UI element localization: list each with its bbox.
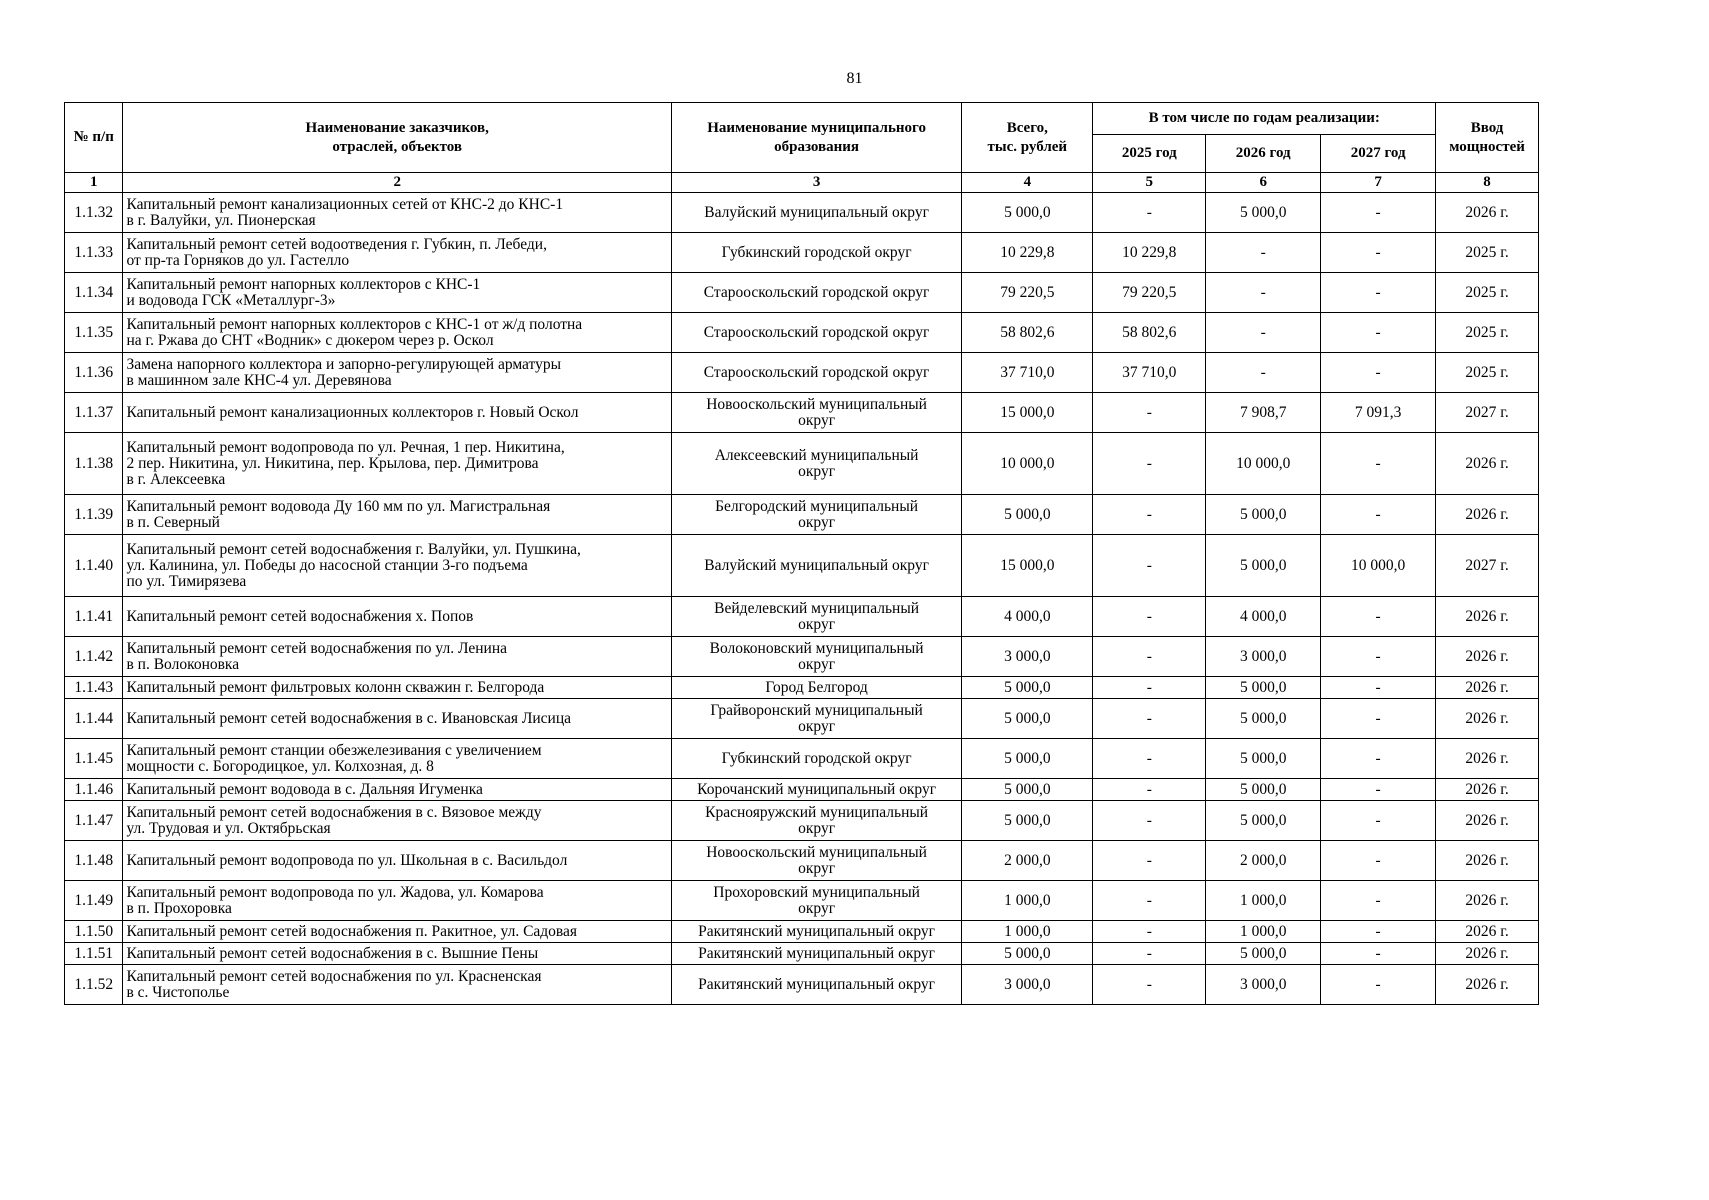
municipality-line: Грайворонский муниципальный bbox=[710, 701, 923, 719]
header-total: Всего, тыс. рублей bbox=[962, 103, 1093, 173]
value-2026: 5 000,0 bbox=[1206, 535, 1321, 597]
municipality-line: Новооскольский муниципальный bbox=[706, 395, 927, 413]
object-name bbox=[123, 495, 671, 535]
value-2027: - bbox=[1321, 881, 1436, 921]
table-row bbox=[65, 699, 1539, 739]
total-value: 15 000,0 bbox=[962, 393, 1093, 433]
table-row bbox=[65, 801, 1539, 841]
value-2026: 5 000,0 bbox=[1206, 677, 1321, 699]
object-name-line: в п. Прохоровка bbox=[126, 899, 232, 917]
column-number: 7 bbox=[1321, 173, 1436, 193]
header-name: Наименование заказчиков, отраслей, объектов bbox=[123, 103, 671, 173]
value-2027: - bbox=[1321, 739, 1436, 779]
object-name bbox=[123, 677, 671, 699]
municipality-line: Ракитянский муниципальный округ bbox=[698, 975, 936, 993]
power-commissioning: 2026 г. bbox=[1436, 881, 1539, 921]
value-2026: 5 000,0 bbox=[1206, 801, 1321, 841]
row-number: 1.1.39 bbox=[65, 495, 123, 535]
table-row bbox=[65, 353, 1539, 393]
row-number: 1.1.37 bbox=[65, 393, 123, 433]
object-name bbox=[123, 881, 671, 921]
total-value: 5 000,0 bbox=[962, 699, 1093, 739]
object-name bbox=[123, 699, 671, 739]
value-2027: - bbox=[1321, 779, 1436, 801]
value-2027: - bbox=[1321, 353, 1436, 393]
object-name-line: Капитальный ремонт сетей водоснабжения г. Валуйки, ул. Пушкина, bbox=[126, 540, 581, 558]
header-years-group: В том числе по годам реализации: bbox=[1093, 103, 1436, 135]
row-number: 1.1.33 bbox=[65, 233, 123, 273]
value-2025: - bbox=[1093, 535, 1206, 597]
power-commissioning: 2025 г. bbox=[1436, 353, 1539, 393]
total-value: 3 000,0 bbox=[962, 965, 1093, 1005]
investment-table bbox=[64, 102, 1539, 1005]
object-name-line: Капитальный ремонт сетей водоснабжения п. Ракитное, ул. Садовая bbox=[126, 922, 578, 940]
table-row bbox=[65, 965, 1539, 1005]
municipality-line: Краснояружский муниципальный bbox=[705, 803, 929, 821]
value-2025: - bbox=[1093, 393, 1206, 433]
value-2026: 2 000,0 bbox=[1206, 841, 1321, 881]
table-row bbox=[65, 841, 1539, 881]
value-2026: 3 000,0 bbox=[1206, 637, 1321, 677]
value-2027: - bbox=[1321, 699, 1436, 739]
value-2026: 10 000,0 bbox=[1206, 433, 1321, 495]
municipality bbox=[671, 273, 961, 313]
object-name-line: в п. Волоконовка bbox=[126, 655, 240, 673]
municipality-line: округ bbox=[798, 655, 836, 673]
table-row bbox=[65, 881, 1539, 921]
value-2026: 4 000,0 bbox=[1206, 597, 1321, 637]
municipality bbox=[671, 193, 961, 233]
total-value: 58 802,6 bbox=[962, 313, 1093, 353]
object-name bbox=[123, 921, 671, 943]
table-row bbox=[65, 233, 1539, 273]
value-2025: 10 229,8 bbox=[1093, 233, 1206, 273]
value-2025: - bbox=[1093, 965, 1206, 1005]
municipality-line: Корочанский муниципальный округ bbox=[697, 780, 937, 798]
municipality bbox=[671, 353, 961, 393]
total-value: 10 000,0 bbox=[962, 433, 1093, 495]
total-value: 15 000,0 bbox=[962, 535, 1093, 597]
municipality-line: округ bbox=[798, 411, 836, 429]
object-name bbox=[123, 433, 671, 495]
municipality bbox=[671, 881, 961, 921]
value-2027: - bbox=[1321, 313, 1436, 353]
municipality bbox=[671, 841, 961, 881]
value-2027: - bbox=[1321, 193, 1436, 233]
object-name bbox=[123, 943, 671, 965]
municipality bbox=[671, 597, 961, 637]
object-name-line: по ул. Тимирязева bbox=[126, 572, 247, 590]
header-year-2025: 2025 год bbox=[1093, 135, 1206, 173]
total-value: 5 000,0 bbox=[962, 801, 1093, 841]
municipality bbox=[671, 637, 961, 677]
object-name-line: Капитальный ремонт канализационных коллекторов г. Новый Оскол bbox=[126, 403, 579, 421]
row-number: 1.1.50 bbox=[65, 921, 123, 943]
column-number-row bbox=[65, 173, 1539, 193]
table-row bbox=[65, 677, 1539, 699]
row-number: 1.1.47 bbox=[65, 801, 123, 841]
row-number: 1.1.43 bbox=[65, 677, 123, 699]
row-number: 1.1.49 bbox=[65, 881, 123, 921]
table-row bbox=[65, 779, 1539, 801]
object-name bbox=[123, 739, 671, 779]
value-2026: 1 000,0 bbox=[1206, 921, 1321, 943]
object-name bbox=[123, 233, 671, 273]
value-2025: - bbox=[1093, 433, 1206, 495]
value-2026: 5 000,0 bbox=[1206, 699, 1321, 739]
value-2027: - bbox=[1321, 943, 1436, 965]
value-2026: - bbox=[1206, 233, 1321, 273]
table-row bbox=[65, 739, 1539, 779]
value-2027: - bbox=[1321, 433, 1436, 495]
value-2025: - bbox=[1093, 943, 1206, 965]
table-row bbox=[65, 433, 1539, 495]
value-2027: 7 091,3 bbox=[1321, 393, 1436, 433]
total-value: 37 710,0 bbox=[962, 353, 1093, 393]
value-2027: - bbox=[1321, 597, 1436, 637]
municipality-line: Вейделевский муниципальный bbox=[714, 599, 920, 617]
value-2027: - bbox=[1321, 921, 1436, 943]
municipality-line: Белгородский муниципальный bbox=[715, 497, 919, 515]
value-2025: - bbox=[1093, 597, 1206, 637]
value-2026: 5 000,0 bbox=[1206, 495, 1321, 535]
municipality-line: Старооскольский городской округ bbox=[703, 323, 930, 341]
table-row bbox=[65, 495, 1539, 535]
power-commissioning: 2026 г. bbox=[1436, 193, 1539, 233]
municipality-line: Ракитянский муниципальный округ bbox=[698, 922, 936, 940]
power-commissioning: 2027 г. bbox=[1436, 393, 1539, 433]
value-2025: 79 220,5 bbox=[1093, 273, 1206, 313]
column-number: 1 bbox=[65, 173, 123, 193]
power-commissioning: 2026 г. bbox=[1436, 699, 1539, 739]
municipality-line: округ bbox=[798, 819, 836, 837]
object-name-line: Капитальный ремонт водовода Ду 160 мм по ул. Магистральная bbox=[126, 497, 551, 515]
object-name-line: Капитальный ремонт водопровода по ул. Жадова, ул. Комарова bbox=[126, 883, 544, 901]
header-municipality: Наименование муниципального образования bbox=[671, 103, 961, 173]
municipality-line: Ракитянский муниципальный округ bbox=[698, 944, 936, 962]
value-2026: 5 000,0 bbox=[1206, 739, 1321, 779]
object-name-line: на г. Ржава до СНТ «Водник» с дюкером через р. Оскол bbox=[126, 331, 494, 349]
row-number: 1.1.51 bbox=[65, 943, 123, 965]
row-number: 1.1.38 bbox=[65, 433, 123, 495]
object-name-line: Замена напорного коллектора и запорно-регулирующей арматуры bbox=[126, 355, 562, 373]
municipality bbox=[671, 779, 961, 801]
municipality bbox=[671, 393, 961, 433]
row-number: 1.1.46 bbox=[65, 779, 123, 801]
value-2027: - bbox=[1321, 841, 1436, 881]
row-number: 1.1.42 bbox=[65, 637, 123, 677]
power-commissioning: 2026 г. bbox=[1436, 637, 1539, 677]
value-2027: 10 000,0 bbox=[1321, 535, 1436, 597]
power-commissioning: 2026 г. bbox=[1436, 841, 1539, 881]
power-commissioning: 2027 г. bbox=[1436, 535, 1539, 597]
total-value: 5 000,0 bbox=[962, 495, 1093, 535]
table-row bbox=[65, 535, 1539, 597]
value-2026: 5 000,0 bbox=[1206, 943, 1321, 965]
header-year-2026: 2026 год bbox=[1206, 135, 1321, 173]
value-2025: - bbox=[1093, 495, 1206, 535]
object-name bbox=[123, 841, 671, 881]
municipality bbox=[671, 699, 961, 739]
municipality-line: Алексеевский муниципальный bbox=[714, 446, 919, 464]
row-number: 1.1.35 bbox=[65, 313, 123, 353]
total-value: 4 000,0 bbox=[962, 597, 1093, 637]
municipality bbox=[671, 921, 961, 943]
column-number: 4 bbox=[962, 173, 1093, 193]
value-2026: 7 908,7 bbox=[1206, 393, 1321, 433]
object-name bbox=[123, 779, 671, 801]
object-name-line: Капитальный ремонт напорных коллекторов с КНС-1 bbox=[126, 275, 481, 293]
municipality-line: Старооскольский городской округ bbox=[703, 363, 930, 381]
row-number: 1.1.36 bbox=[65, 353, 123, 393]
header-power: Ввод мощностей bbox=[1436, 103, 1539, 173]
value-2026: 1 000,0 bbox=[1206, 881, 1321, 921]
object-name-line: Капитальный ремонт сетей водоснабжения по ул. Ленина bbox=[126, 639, 508, 657]
municipality-line: округ bbox=[798, 717, 836, 735]
object-name bbox=[123, 637, 671, 677]
object-name-line: 2 пер. Никитина, ул. Никитина, пер. Крылова, пер. Димитрова bbox=[126, 454, 539, 472]
value-2025: - bbox=[1093, 739, 1206, 779]
object-name bbox=[123, 353, 671, 393]
object-name bbox=[123, 393, 671, 433]
municipality bbox=[671, 495, 961, 535]
power-commissioning: 2025 г. bbox=[1436, 233, 1539, 273]
header-num: № п/п bbox=[65, 103, 123, 173]
table-row bbox=[65, 313, 1539, 353]
value-2027: - bbox=[1321, 273, 1436, 313]
object-name-line: Капитальный ремонт станции обезжелезивания с увеличением bbox=[126, 741, 542, 759]
power-commissioning: 2025 г. bbox=[1436, 313, 1539, 353]
municipality-line: Валуйский муниципальный округ bbox=[704, 203, 929, 221]
value-2025: - bbox=[1093, 881, 1206, 921]
row-number: 1.1.34 bbox=[65, 273, 123, 313]
object-name-line: Капитальный ремонт водопровода по ул. Школьная в с. Васильдол bbox=[126, 851, 568, 869]
row-number: 1.1.40 bbox=[65, 535, 123, 597]
value-2025: - bbox=[1093, 921, 1206, 943]
object-name-line: мощности с. Богородицкое, ул. Колхозная, д. 8 bbox=[126, 757, 434, 775]
object-name-line: в машинном зале КНС-4 ул. Деревянова bbox=[126, 371, 392, 389]
table-row bbox=[65, 597, 1539, 637]
total-value: 5 000,0 bbox=[962, 739, 1093, 779]
value-2025: - bbox=[1093, 699, 1206, 739]
object-name-line: ул. Калинина, ул. Победы до насосной станции 3-го подъема bbox=[126, 556, 528, 574]
value-2026: 3 000,0 bbox=[1206, 965, 1321, 1005]
column-number: 6 bbox=[1206, 173, 1321, 193]
page-number: 81 bbox=[846, 70, 863, 87]
object-name-line: Капитальный ремонт сетей водоснабжения в с. Ивановская Лисица bbox=[126, 709, 572, 727]
power-commissioning: 2026 г. bbox=[1436, 943, 1539, 965]
value-2027: - bbox=[1321, 233, 1436, 273]
total-value: 5 000,0 bbox=[962, 779, 1093, 801]
table-header bbox=[65, 103, 1539, 193]
object-name-line: Капитальный ремонт канализационных сетей от КНС-2 до КНС-1 bbox=[126, 195, 564, 213]
value-2025: - bbox=[1093, 801, 1206, 841]
value-2025: - bbox=[1093, 193, 1206, 233]
power-commissioning: 2026 г. bbox=[1436, 433, 1539, 495]
municipality-line: Новооскольский муниципальный bbox=[706, 843, 927, 861]
value-2025: - bbox=[1093, 637, 1206, 677]
total-value: 79 220,5 bbox=[962, 273, 1093, 313]
total-value: 5 000,0 bbox=[962, 677, 1093, 699]
row-number: 1.1.52 bbox=[65, 965, 123, 1005]
object-name-line: ул. Трудовая и ул. Октябрьская bbox=[126, 819, 331, 837]
object-name-line: Капитальный ремонт сетей водоснабжения х. Попов bbox=[126, 607, 474, 625]
municipality-line: округ bbox=[798, 859, 836, 877]
object-name-line: в п. Северный bbox=[126, 513, 220, 531]
header-year-2027: 2027 год bbox=[1321, 135, 1436, 173]
municipality-line: округ bbox=[798, 513, 836, 531]
object-name-line: в г. Валуйки, ул. Пионерская bbox=[126, 211, 316, 229]
power-commissioning: 2026 г. bbox=[1436, 739, 1539, 779]
power-commissioning: 2026 г. bbox=[1436, 965, 1539, 1005]
table-row bbox=[65, 393, 1539, 433]
municipality-line: Прохоровский муниципальный bbox=[713, 883, 920, 901]
total-value: 5 000,0 bbox=[962, 193, 1093, 233]
object-name-line: в с. Чистополье bbox=[126, 983, 230, 1001]
object-name-line: Капитальный ремонт сетей водоснабжения по ул. Красненская bbox=[126, 967, 542, 985]
value-2025: - bbox=[1093, 779, 1206, 801]
power-commissioning: 2026 г. bbox=[1436, 779, 1539, 801]
value-2025: - bbox=[1093, 677, 1206, 699]
value-2025: 37 710,0 bbox=[1093, 353, 1206, 393]
row-number: 1.1.45 bbox=[65, 739, 123, 779]
power-commissioning: 2026 г. bbox=[1436, 921, 1539, 943]
value-2026: 5 000,0 bbox=[1206, 779, 1321, 801]
municipality-line: округ bbox=[798, 615, 836, 633]
power-commissioning: 2026 г. bbox=[1436, 597, 1539, 637]
municipality-line: Губкинский городской округ bbox=[721, 243, 912, 261]
power-commissioning: 2026 г. bbox=[1436, 677, 1539, 699]
column-number: 2 bbox=[123, 173, 671, 193]
object-name-line: Капитальный ремонт водовода в с. Дальняя Игуменка bbox=[126, 780, 483, 798]
object-name-line: Капитальный ремонт сетей водоснабжения в с. Вышние Пены bbox=[126, 944, 539, 962]
municipality bbox=[671, 233, 961, 273]
object-name bbox=[123, 965, 671, 1005]
total-value: 2 000,0 bbox=[962, 841, 1093, 881]
object-name-line: Капитальный ремонт фильтровых колонн скважин г. Белгорода bbox=[126, 678, 545, 696]
object-name-line: в г. Алексеевка bbox=[126, 470, 226, 488]
power-commissioning: 2025 г. bbox=[1436, 273, 1539, 313]
object-name-line: и водовода ГСК «Металлург-3» bbox=[126, 291, 336, 309]
object-name bbox=[123, 801, 671, 841]
total-value: 1 000,0 bbox=[962, 881, 1093, 921]
municipality-line: округ bbox=[798, 899, 836, 917]
value-2027: - bbox=[1321, 801, 1436, 841]
municipality bbox=[671, 739, 961, 779]
value-2027: - bbox=[1321, 965, 1436, 1005]
value-2025: - bbox=[1093, 841, 1206, 881]
power-commissioning: 2026 г. bbox=[1436, 801, 1539, 841]
object-name bbox=[123, 193, 671, 233]
value-2026: - bbox=[1206, 273, 1321, 313]
municipality bbox=[671, 433, 961, 495]
municipality-line: Губкинский городской округ bbox=[721, 749, 912, 767]
table-row bbox=[65, 637, 1539, 677]
object-name bbox=[123, 273, 671, 313]
total-value: 10 229,8 bbox=[962, 233, 1093, 273]
table-row bbox=[65, 273, 1539, 313]
object-name-line: Капитальный ремонт напорных коллекторов с КНС-1 от ж/д полотна bbox=[126, 315, 583, 333]
object-name bbox=[123, 597, 671, 637]
table-row bbox=[65, 193, 1539, 233]
total-value: 5 000,0 bbox=[962, 943, 1093, 965]
column-number: 8 bbox=[1436, 173, 1539, 193]
municipality-line: Валуйский муниципальный округ bbox=[704, 556, 929, 574]
column-number: 5 bbox=[1093, 173, 1206, 193]
object-name-line: Капитальный ремонт сетей водоснабжения в с. Вязовое между bbox=[126, 803, 542, 821]
table-row bbox=[65, 943, 1539, 965]
municipality bbox=[671, 535, 961, 597]
value-2026: - bbox=[1206, 313, 1321, 353]
total-value: 3 000,0 bbox=[962, 637, 1093, 677]
municipality bbox=[671, 943, 961, 965]
object-name bbox=[123, 313, 671, 353]
value-2027: - bbox=[1321, 677, 1436, 699]
object-name bbox=[123, 535, 671, 597]
object-name-line: Капитальный ремонт сетей водоотведения г. Губкин, п. Лебеди, bbox=[126, 235, 547, 253]
row-number: 1.1.32 bbox=[65, 193, 123, 233]
total-value: 1 000,0 bbox=[962, 921, 1093, 943]
municipality bbox=[671, 313, 961, 353]
row-number: 1.1.48 bbox=[65, 841, 123, 881]
municipality bbox=[671, 677, 961, 699]
column-number: 3 bbox=[671, 173, 961, 193]
municipality-line: Волоконовский муниципальный bbox=[709, 639, 924, 657]
row-number: 1.1.44 bbox=[65, 699, 123, 739]
value-2025: 58 802,6 bbox=[1093, 313, 1206, 353]
municipality bbox=[671, 965, 961, 1005]
table-body bbox=[65, 193, 1539, 1005]
value-2027: - bbox=[1321, 495, 1436, 535]
municipality-line: Город Белгород bbox=[765, 678, 868, 696]
object-name-line: Капитальный ремонт водопровода по ул. Речная, 1 пер. Никитина, bbox=[126, 438, 565, 456]
power-commissioning: 2026 г. bbox=[1436, 495, 1539, 535]
municipality-line: Старооскольский городской округ bbox=[703, 283, 930, 301]
row-number: 1.1.41 bbox=[65, 597, 123, 637]
object-name-line: от пр-та Горняков до ул. Гастелло bbox=[126, 251, 350, 269]
municipality bbox=[671, 801, 961, 841]
table-row bbox=[65, 921, 1539, 943]
value-2027: - bbox=[1321, 637, 1436, 677]
value-2026: - bbox=[1206, 353, 1321, 393]
municipality-line: округ bbox=[798, 462, 836, 480]
value-2026: 5 000,0 bbox=[1206, 193, 1321, 233]
